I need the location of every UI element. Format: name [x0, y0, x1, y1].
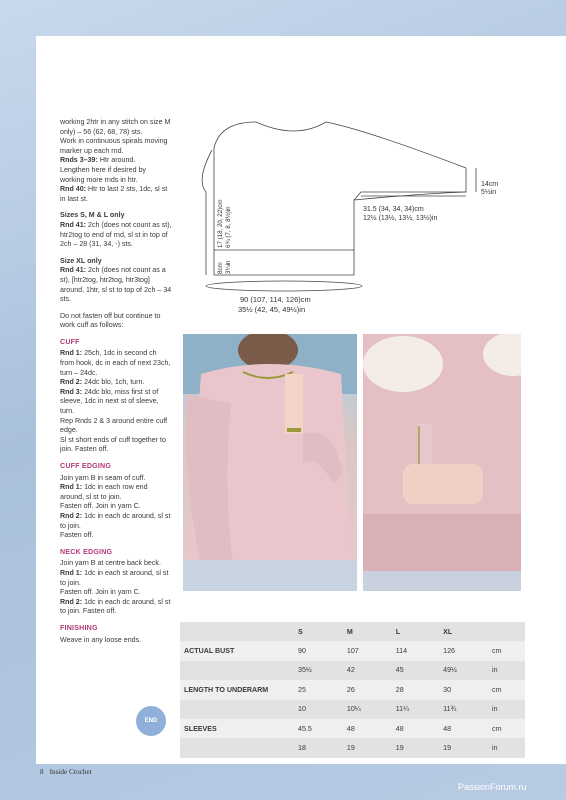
instruction-text: Fasten off. Join in yarn C.	[60, 588, 141, 597]
instruction-text: working 2htr in any stitch on size M only) – 56 (62, 68, 78) sts.	[60, 118, 171, 136]
body-length-label-in: 6¾ (7, 8, 8½)in	[225, 206, 232, 248]
bust-label-in: 35½ (42, 45, 49½)in	[238, 305, 306, 314]
instruction-text: Htr to last 2 sts, 1dc, sl st in last st.	[60, 185, 168, 203]
bust-label: 90 (107, 114, 126)cm	[240, 295, 311, 304]
table-cell: 90	[294, 641, 343, 660]
table-cell: 19	[343, 738, 392, 757]
table-row	[180, 680, 525, 699]
garment-outline	[214, 122, 466, 275]
table-cell	[488, 622, 525, 641]
cuff-width-label: 14cm	[481, 181, 499, 188]
row-label-cell	[180, 738, 294, 757]
table-cell: 42	[343, 661, 392, 680]
instruction-text: 25ch, 1dc in second ch from hook, dc in each of next 23ch, turn – 24dc.	[60, 349, 171, 377]
size-subheading: Size XL only	[60, 256, 102, 265]
table-cell: in	[488, 661, 525, 680]
table-cell: cm	[488, 719, 525, 738]
row-label-cell	[180, 700, 294, 719]
table-row	[180, 700, 525, 719]
instruction-text: 1dc in each dc around, sl st to join. Fasten off.	[60, 597, 171, 616]
table-cell: 114	[392, 641, 439, 660]
round-label: Rnd 2:	[60, 378, 83, 387]
round-label: Rnd 1:	[60, 568, 83, 577]
round-label: Rnd 41:	[60, 266, 87, 275]
page-number: 8	[40, 768, 44, 776]
section-heading-neck-edging: NECK EDGING	[60, 547, 113, 556]
round-label: Rnd 41:	[60, 220, 87, 229]
round-label: Rnd 3:	[60, 387, 83, 396]
instruction-text: Fasten off.	[60, 531, 94, 540]
sweater-schematic	[176, 110, 536, 325]
round-label: Rnd 2:	[60, 597, 83, 606]
table-cell: 30	[439, 680, 488, 699]
page-footer	[40, 768, 92, 776]
table-cell: 10	[294, 700, 343, 719]
row-label-cell: SLEEVES	[180, 719, 294, 738]
background-skirt	[363, 571, 521, 591]
instruction-text: Rep Rnds 2 & 3 around entire cuff edge.	[60, 416, 168, 435]
hands	[403, 464, 483, 504]
table-cell: 19	[439, 738, 488, 757]
instruction-text: 24dc blo, miss first st of sleeve, 1dc in next st of sleeve, turn.	[60, 387, 159, 416]
round-label: Rnd 1:	[60, 483, 83, 492]
table-cell: 45.5	[294, 719, 343, 738]
row-label-cell: LENGTH TO UNDERARM	[180, 680, 294, 699]
section-heading-finishing: FINISHING	[60, 623, 98, 632]
magazine-name: Inside Crochet	[49, 768, 92, 776]
instruction-text: Fasten off. Join in yarn C.	[60, 502, 141, 511]
table-cell: XL	[439, 622, 488, 641]
table-cell: 48	[392, 719, 439, 738]
instruction-text: 2ch (does not count as a st), [htr2tog, htr2tog, htr3tog] around, 1htr, sl st to top of 2ch – 34 sts.	[60, 266, 172, 304]
cuff-edging	[287, 428, 301, 432]
sleeve-curve	[202, 150, 212, 192]
body-length-label: 17 (18, 20, 22)cm	[217, 199, 224, 248]
instruction-text: 2ch (does not count as st), htr2tog to end of rnd, sl st in top of 2ch – 28 (31, 34, -) sts.	[60, 220, 172, 249]
table-cell: M	[343, 622, 392, 641]
table-cell: 26	[343, 680, 392, 699]
table-cell: in	[488, 700, 525, 719]
size-subheading: Sizes S, M & L only	[60, 211, 125, 220]
instruction-text: 24dc blo, 1ch, turn.	[84, 378, 145, 387]
size-table	[180, 622, 525, 758]
round-label: Rnd 40:	[60, 185, 87, 194]
model-photo-sweater-detail	[363, 334, 521, 591]
table-cell: cm	[488, 641, 525, 660]
instruction-text: 1dc in each dc around, sl st to join.	[60, 511, 171, 530]
table-cell: 10¼	[343, 700, 392, 719]
bust-dimension-ellipse	[206, 281, 362, 291]
background-skirt	[183, 560, 357, 591]
table-cell: L	[392, 622, 439, 641]
table-cell: 48	[439, 719, 488, 738]
table-row	[180, 641, 525, 660]
hand-skin	[285, 374, 303, 434]
instruction-text: 1dc in each st around, sl st to join.	[60, 568, 169, 587]
table-row	[180, 719, 525, 738]
table-cell: 28	[392, 680, 439, 699]
sleeve-length-label-in: 12½ (13½, 13½, 13½)in	[363, 215, 438, 222]
table-cell: 19	[392, 738, 439, 757]
ribbed-hem	[363, 514, 521, 571]
instruction-text: Lengthen here if desired by working more rnds in htr.	[60, 165, 146, 184]
table-cell: 107	[343, 641, 392, 660]
section-heading-cuff: CUFF	[60, 337, 80, 346]
round-label: Rnds 3–39:	[60, 156, 98, 165]
instruction-text: Join yarn B in seam of cuff.	[60, 473, 146, 482]
rose-motif	[363, 336, 443, 392]
table-header-row	[180, 622, 525, 641]
instruction-text: Work in continuous spirals moving marker up each rnd.	[60, 137, 168, 155]
table-cell: 35½	[294, 661, 343, 680]
row-label-cell	[180, 622, 294, 641]
round-label: Rnd 2:	[60, 511, 83, 520]
table-cell: 45	[392, 661, 439, 680]
table-cell: 11¼	[392, 700, 439, 719]
round-label: Rnd 1:	[60, 349, 83, 358]
table-row	[180, 661, 525, 680]
table-cell: in	[488, 738, 525, 757]
row-label-cell	[180, 661, 294, 680]
table-cell: 25	[294, 680, 343, 699]
table-cell: 126	[439, 641, 488, 660]
end-badge: END	[136, 706, 166, 736]
instruction-text: Weave in any loose ends.	[60, 635, 142, 644]
instruction-text: Join yarn B at centre back beck.	[60, 559, 161, 568]
table-cell: 18	[294, 738, 343, 757]
cuff-width-label-in: 5½in	[481, 189, 497, 196]
watermark: PassionForum.ru	[458, 782, 527, 792]
instruction-text: 1dc in each row end around, sl st to join.	[60, 483, 148, 501]
table-cell: 48	[343, 719, 392, 738]
table-cell: 49½	[439, 661, 488, 680]
instruction-text: Htr around.	[99, 156, 136, 165]
table-cell: 11¾	[439, 700, 488, 719]
table-row	[180, 738, 525, 757]
section-heading-cuff-edging: CUFF EDGING	[60, 462, 112, 470]
size-table-body	[180, 622, 525, 758]
model-photo-sweater-front	[183, 334, 357, 591]
rib-length-label: 8cm	[217, 262, 224, 274]
instruction-text: Sl st short ends of cuff together to join. Fasten off.	[60, 435, 166, 454]
table-cell: S	[294, 622, 343, 641]
instruction-text: Do not fasten off but continue to work cuff as follows:	[60, 311, 161, 330]
pattern-text-column	[60, 118, 172, 652]
row-label-cell: ACTUAL BUST	[180, 641, 294, 660]
sleeve-length-label: 31.5 (34, 34, 34)cm	[363, 206, 424, 213]
table-cell: cm	[488, 680, 525, 699]
rib-length-label-in: 3¼in	[225, 260, 232, 274]
